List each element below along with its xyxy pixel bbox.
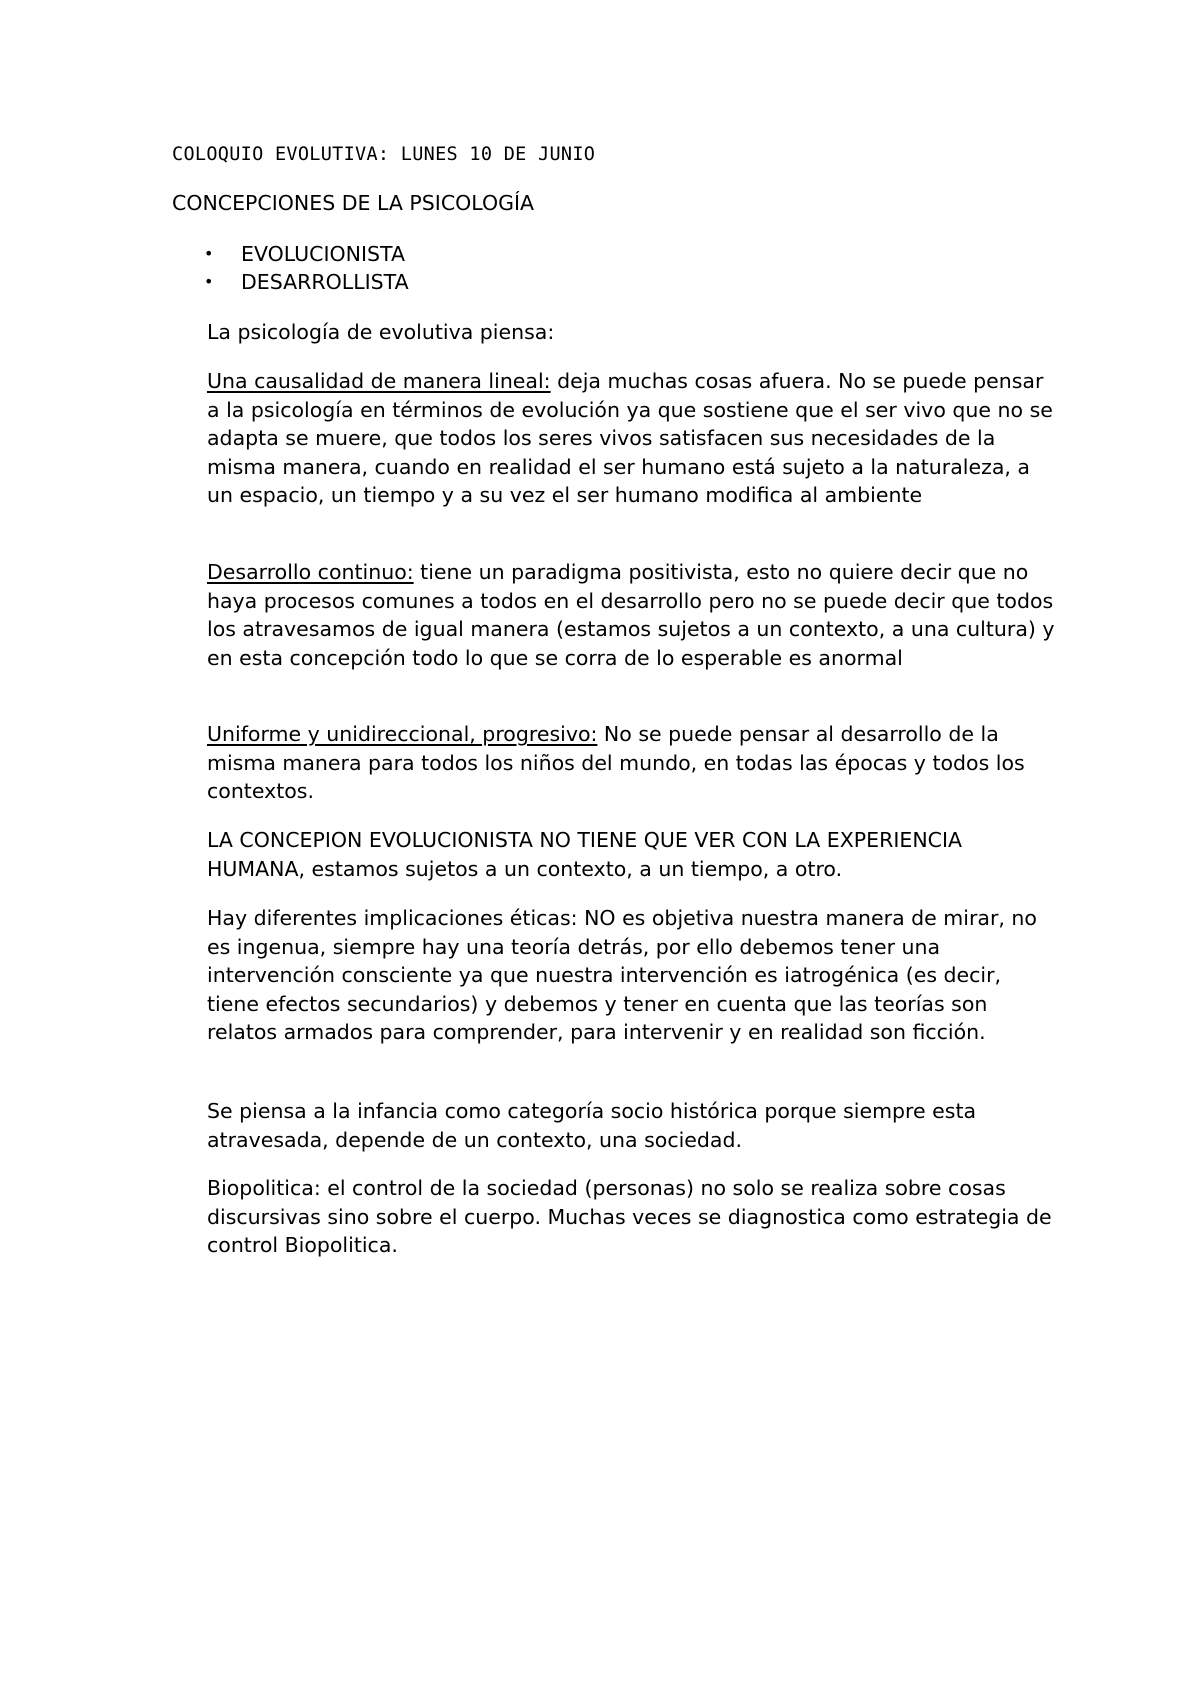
point-text: No se puede pensar al desarrollo de la misma manera para todos los niños del mundo, en todas las épocas y todos los contextos. <box>207 722 1025 803</box>
list-item <box>172 240 409 268</box>
section-heading: CONCEPCIONES DE LA PSICOLOGÍA <box>172 191 535 215</box>
intro-paragraph: La psicología de evolutiva piensa: <box>207 320 555 344</box>
point-paragraph-uniforme <box>207 720 1057 806</box>
paragraph-infancia: Se piensa a la infancia como categoría socio histórica porque siempre esta atravesada, depende de un contexto, una sociedad. <box>207 1099 977 1152</box>
concepts-list <box>172 240 409 296</box>
bullet-icon: • <box>204 272 214 291</box>
point-paragraph-causalidad <box>207 367 1057 510</box>
paragraph-concepcion: LA CONCEPION EVOLUCIONISTA NO TIENE QUE VER CON LA EXPERIENCIA HUMANA, estamos sujetos a un contexto, a un tiempo, a otro. <box>207 828 963 881</box>
point-term: Una causalidad de manera lineal: <box>207 369 551 393</box>
paragraph-biopolitica: Biopolitica: el control de la sociedad (personas) no solo se realiza sobre cosas discursivas sino sobre el cuerpo. Muchas veces se diagnostica como estrategia de control Biopolitica. <box>207 1176 1052 1257</box>
point-text: tiene un paradigma positivista, esto no quiere decir que no haya procesos comunes a todos en el desarrollo pero no se puede decir que todos los atravesamos de igual manera (estamos sujetos a un contexto, a una cultura) y en esta concepción todo lo que se corra de lo esperable es anormal <box>207 560 1055 670</box>
point-term: Uniforme y unidireccional, progresivo: <box>207 722 598 746</box>
document-title: COLOQUIO EVOLUTIVA: LUNES 10 DE JUNIO <box>172 144 596 165</box>
list-item-label: DESARROLLISTA <box>241 270 409 294</box>
bullet-icon: • <box>204 244 214 263</box>
paragraph-implicaciones: Hay diferentes implicaciones éticas: NO es objetiva nuestra manera de mirar, no es ingenua, siempre hay una teoría detrás, por ello debemos tener una intervención consciente ya que nuestra intervención es iatrogénica (es decir, tiene efectos secundarios) y debemos y tener en cuenta que las teorías son relatos armados para comprender, para intervenir y en realidad son ficción. <box>207 906 1037 1044</box>
point-term: Desarrollo continuo: <box>207 560 414 584</box>
list-item <box>172 268 409 296</box>
list-item-label: EVOLUCIONISTA <box>241 242 405 266</box>
point-paragraph-desarrollo <box>207 558 1057 672</box>
point-text: deja muchas cosas afuera. No se puede pensar a la psicología en términos de evolución ya que sostiene que el ser vivo que no se adapta se muere, que todos los seres vivos satisfacen sus necesidades de la misma manera, cuando en realidad el ser humano está sujeto a la naturaleza, a un espacio, un tiempo y a su vez el ser humano modifica al ambiente <box>207 369 1053 507</box>
